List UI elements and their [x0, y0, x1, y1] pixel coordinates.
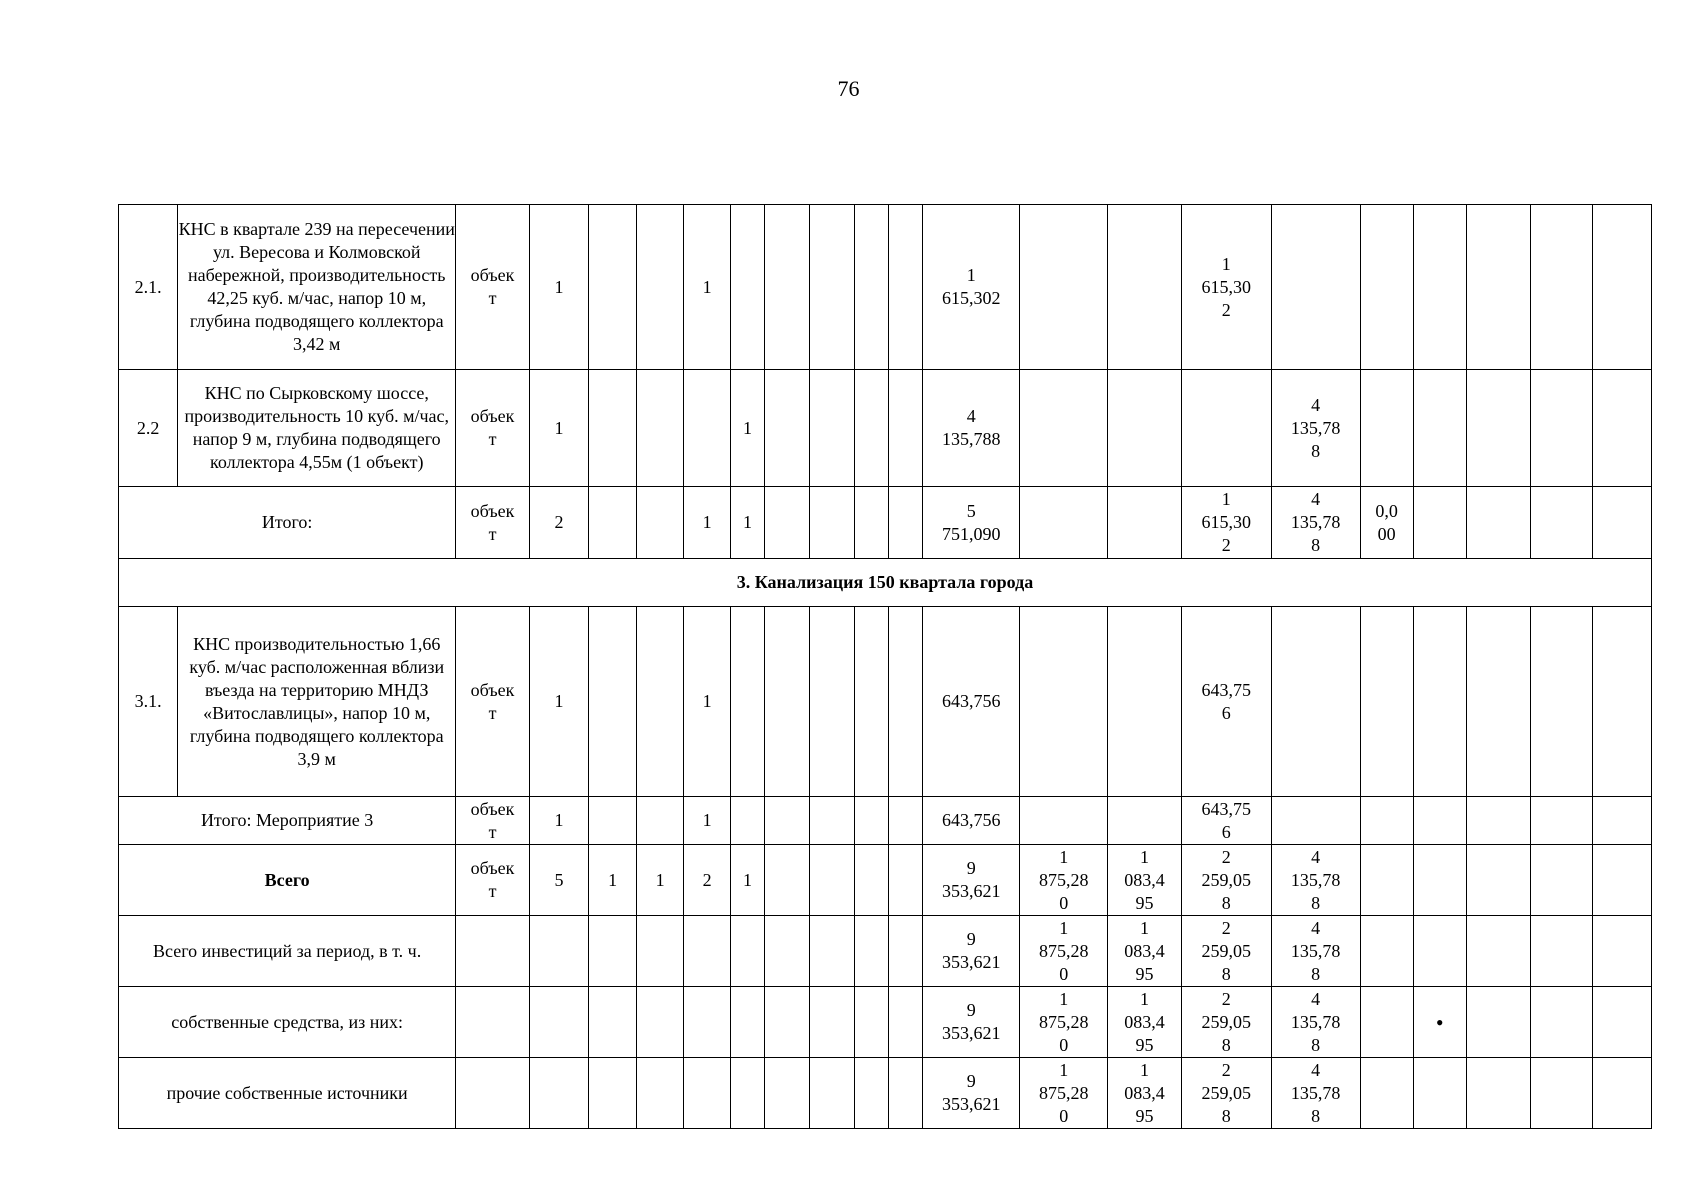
- empty-cell: [1531, 916, 1592, 987]
- qty-total-cell: 5: [529, 845, 588, 916]
- empty-cell: [809, 205, 854, 370]
- empty-cell: [854, 205, 889, 370]
- empty-cell: [1413, 916, 1466, 987]
- qty-cell: 1: [684, 205, 731, 370]
- empty-cell: [854, 797, 889, 845]
- empty-cell: [809, 916, 854, 987]
- empty-cell: [854, 607, 889, 797]
- empty-cell: [764, 607, 809, 797]
- table-row: [119, 487, 1652, 559]
- empty-cell: [589, 487, 637, 559]
- table-row: [119, 1058, 1652, 1129]
- empty-cell: [1592, 370, 1651, 487]
- empty-cell: [889, 845, 923, 916]
- empty-cell: [1592, 607, 1651, 797]
- empty-cell: [1466, 916, 1530, 987]
- empty-cell: [809, 607, 854, 797]
- empty-cell: [889, 1058, 923, 1129]
- table-row: [119, 797, 1652, 845]
- qty-cell: 1: [684, 607, 731, 797]
- cost-total-cell: 643,756: [923, 797, 1020, 845]
- empty-cell: [854, 987, 889, 1058]
- empty-cell: [731, 916, 765, 987]
- row-number: 2.1.: [119, 205, 178, 370]
- section-title: 3. Канализация 150 квартала города: [119, 559, 1652, 607]
- qty-total-cell: 1: [529, 370, 588, 487]
- empty-cell: [684, 987, 731, 1058]
- empty-cell: [1271, 797, 1360, 845]
- empty-cell: [1360, 987, 1413, 1058]
- empty-cell: [1360, 370, 1413, 487]
- empty-cell: [1531, 205, 1592, 370]
- empty-cell: [1531, 607, 1592, 797]
- empty-cell: [529, 1058, 588, 1129]
- year-cost-cell: 4 135,78 8: [1271, 487, 1360, 559]
- empty-cell: [637, 205, 684, 370]
- empty-cell: [1413, 845, 1466, 916]
- year-cost-cell: 2 259,05 8: [1181, 987, 1271, 1058]
- row-label: Итого: Мероприятие 3: [119, 797, 456, 845]
- empty-cell: [684, 1058, 731, 1129]
- empty-cell: [731, 987, 765, 1058]
- empty-cell: [1413, 370, 1466, 487]
- empty-cell: [854, 370, 889, 487]
- empty-cell: [764, 845, 809, 916]
- empty-cell: [637, 370, 684, 487]
- row-label: Итого:: [119, 487, 456, 559]
- cost-total-cell: 4 135,788: [923, 370, 1020, 487]
- qty-cell: 2: [684, 845, 731, 916]
- empty-cell: [637, 797, 684, 845]
- year-cost-cell: 0,0 00: [1360, 487, 1413, 559]
- year-cost-cell: 643,75 6: [1181, 797, 1271, 845]
- empty-cell: [764, 1058, 809, 1129]
- qty-cell: 1: [637, 845, 684, 916]
- empty-cell: [889, 487, 923, 559]
- year-cost-cell: 1 083,4 95: [1108, 916, 1182, 987]
- empty-cell: [1413, 205, 1466, 370]
- empty-cell: [889, 205, 923, 370]
- empty-cell: [684, 916, 731, 987]
- empty-cell: [1413, 797, 1466, 845]
- empty-cell: [1531, 1058, 1592, 1129]
- year-cost-cell: 1 615,30 2: [1181, 205, 1271, 370]
- cost-total-cell: 9 353,621: [923, 916, 1020, 987]
- empty-cell: [1108, 205, 1182, 370]
- empty-cell: [809, 845, 854, 916]
- year-cost-cell: 4 135,78 8: [1271, 845, 1360, 916]
- qty-total-cell: 2: [529, 487, 588, 559]
- empty-cell: [889, 370, 923, 487]
- year-cost-cell: 643,75 6: [1181, 607, 1271, 797]
- empty-cell: [809, 487, 854, 559]
- section-row: [119, 559, 1652, 607]
- empty-cell: [1466, 487, 1530, 559]
- cost-total-cell: 643,756: [923, 607, 1020, 797]
- unit-cell: объек т: [456, 797, 530, 845]
- qty-total-cell: 1: [529, 607, 588, 797]
- year-cost-cell: 4 135,78 8: [1271, 987, 1360, 1058]
- empty-cell: [684, 370, 731, 487]
- cost-total-cell: 9 353,621: [923, 1058, 1020, 1129]
- empty-cell: [809, 370, 854, 487]
- empty-cell: [1360, 1058, 1413, 1129]
- empty-cell: [809, 987, 854, 1058]
- empty-cell: [1108, 487, 1182, 559]
- empty-cell: [1108, 370, 1182, 487]
- year-cost-cell: 1 615,30 2: [1181, 487, 1271, 559]
- cost-total-cell: 9 353,621: [923, 845, 1020, 916]
- qty-cell: 1: [589, 845, 637, 916]
- qty-cell: 1: [731, 487, 765, 559]
- empty-cell: [1466, 797, 1530, 845]
- empty-cell: [1108, 797, 1182, 845]
- empty-cell: [637, 1058, 684, 1129]
- empty-cell: [1592, 205, 1651, 370]
- table-row: [119, 845, 1652, 916]
- bullet-mark: •: [1413, 987, 1466, 1058]
- empty-cell: [1271, 205, 1360, 370]
- cost-total-cell: 9 353,621: [923, 987, 1020, 1058]
- empty-cell: [764, 370, 809, 487]
- investment-table: [118, 204, 1652, 1129]
- empty-cell: [589, 987, 637, 1058]
- year-cost-cell: 2 259,05 8: [1181, 845, 1271, 916]
- row-number: 2.2: [119, 370, 178, 487]
- row-label: собственные средства, из них:: [119, 987, 456, 1058]
- empty-cell: [1466, 987, 1530, 1058]
- year-cost-cell: 1 083,4 95: [1108, 1058, 1182, 1129]
- empty-cell: [1466, 1058, 1530, 1129]
- row-label: Всего: [119, 845, 456, 916]
- empty-cell: [809, 797, 854, 845]
- empty-cell: [1108, 607, 1182, 797]
- empty-cell: [764, 797, 809, 845]
- unit-cell: объек т: [456, 487, 530, 559]
- empty-cell: [1360, 845, 1413, 916]
- unit-cell: объек т: [456, 370, 530, 487]
- empty-cell: [854, 916, 889, 987]
- empty-cell: [1271, 607, 1360, 797]
- year-cost-cell: 4 135,78 8: [1271, 370, 1360, 487]
- empty-cell: [1020, 487, 1108, 559]
- empty-cell: [1020, 607, 1108, 797]
- empty-cell: [1592, 845, 1651, 916]
- year-cost-cell: 1 083,4 95: [1108, 987, 1182, 1058]
- year-cost-cell: 1 875,28 0: [1020, 845, 1108, 916]
- empty-cell: [1360, 916, 1413, 987]
- table-row: [119, 987, 1652, 1058]
- qty-cell: 1: [731, 370, 765, 487]
- empty-cell: [889, 607, 923, 797]
- qty-total-cell: 1: [529, 797, 588, 845]
- cost-total-cell: 1 615,302: [923, 205, 1020, 370]
- empty-cell: [589, 797, 637, 845]
- empty-cell: [809, 1058, 854, 1129]
- empty-cell: [764, 916, 809, 987]
- empty-cell: [854, 845, 889, 916]
- qty-cell: 1: [684, 797, 731, 845]
- empty-cell: [1592, 987, 1651, 1058]
- empty-cell: [854, 1058, 889, 1129]
- empty-cell: [1360, 205, 1413, 370]
- empty-cell: [1466, 845, 1530, 916]
- empty-cell: [854, 487, 889, 559]
- empty-cell: [1531, 487, 1592, 559]
- empty-cell: [731, 205, 765, 370]
- empty-cell: [589, 607, 637, 797]
- empty-cell: [1020, 205, 1108, 370]
- empty-cell: [637, 487, 684, 559]
- qty-cell: 1: [731, 845, 765, 916]
- year-cost-cell: 4 135,78 8: [1271, 916, 1360, 987]
- empty-cell: [1181, 370, 1271, 487]
- page-number: 76: [837, 76, 860, 101]
- empty-cell: [764, 987, 809, 1058]
- empty-cell: [1413, 1058, 1466, 1129]
- year-cost-cell: 1 875,28 0: [1020, 987, 1108, 1058]
- item-name: КНС по Сырковскому шоссе, производительность 10 куб. м/час, напор 9 м, глубина подводящего коллектора 4,55м (1 объект): [178, 370, 456, 487]
- empty-cell: [1592, 487, 1651, 559]
- empty-cell: [1531, 797, 1592, 845]
- empty-cell: [1020, 370, 1108, 487]
- empty-cell: [1020, 797, 1108, 845]
- empty-cell: [1413, 607, 1466, 797]
- empty-cell: [1531, 987, 1592, 1058]
- empty-cell: [1466, 607, 1530, 797]
- year-cost-cell: 1 875,28 0: [1020, 1058, 1108, 1129]
- empty-cell: [889, 797, 923, 845]
- empty-cell: [1531, 845, 1592, 916]
- empty-cell: [764, 487, 809, 559]
- empty-cell: [589, 916, 637, 987]
- empty-cell: [589, 205, 637, 370]
- empty-cell: [456, 1058, 530, 1129]
- empty-cell: [637, 916, 684, 987]
- table-row: [119, 607, 1652, 797]
- empty-cell: [529, 916, 588, 987]
- year-cost-cell: 4 135,78 8: [1271, 1058, 1360, 1129]
- row-label: прочие собственные источники: [119, 1058, 456, 1129]
- empty-cell: [1592, 1058, 1651, 1129]
- year-cost-cell: 2 259,05 8: [1181, 916, 1271, 987]
- table-row: [119, 205, 1652, 370]
- empty-cell: [456, 987, 530, 1058]
- empty-cell: [1531, 370, 1592, 487]
- empty-cell: [589, 1058, 637, 1129]
- empty-cell: [889, 916, 923, 987]
- empty-cell: [731, 607, 765, 797]
- cost-total-cell: 5 751,090: [923, 487, 1020, 559]
- empty-cell: [731, 797, 765, 845]
- row-label: Всего инвестиций за период, в т. ч.: [119, 916, 456, 987]
- empty-cell: [1413, 487, 1466, 559]
- empty-cell: [1360, 607, 1413, 797]
- unit-cell: объек т: [456, 607, 530, 797]
- empty-cell: [589, 370, 637, 487]
- qty-total-cell: 1: [529, 205, 588, 370]
- year-cost-cell: 1 875,28 0: [1020, 916, 1108, 987]
- empty-cell: [1592, 797, 1651, 845]
- item-name: КНС в квартале 239 на пересечении ул. Вересова и Колмовской набережной, производительность 42,25 куб. м/час, напор 10 м, глубина подводящего коллектора 3,42 м: [178, 205, 456, 370]
- empty-cell: [1466, 205, 1530, 370]
- table-row: [119, 916, 1652, 987]
- empty-cell: [1466, 370, 1530, 487]
- unit-cell: объек т: [456, 205, 530, 370]
- year-cost-cell: 2 259,05 8: [1181, 1058, 1271, 1129]
- empty-cell: [889, 987, 923, 1058]
- table-row: [119, 370, 1652, 487]
- empty-cell: [456, 916, 530, 987]
- empty-cell: [529, 987, 588, 1058]
- empty-cell: [764, 205, 809, 370]
- empty-cell: [1592, 916, 1651, 987]
- unit-cell: объек т: [456, 845, 530, 916]
- empty-cell: [637, 987, 684, 1058]
- item-name: КНС производительностью 1,66 куб. м/час расположенная вблизи въезда на территорию МНДЗ «Витославлицы», напор 10 м, глубина подводящего коллектора 3,9 м: [178, 607, 456, 797]
- year-cost-cell: 1 083,4 95: [1108, 845, 1182, 916]
- empty-cell: [637, 607, 684, 797]
- empty-cell: [731, 1058, 765, 1129]
- row-number: 3.1.: [119, 607, 178, 797]
- qty-cell: 1: [684, 487, 731, 559]
- empty-cell: [1360, 797, 1413, 845]
